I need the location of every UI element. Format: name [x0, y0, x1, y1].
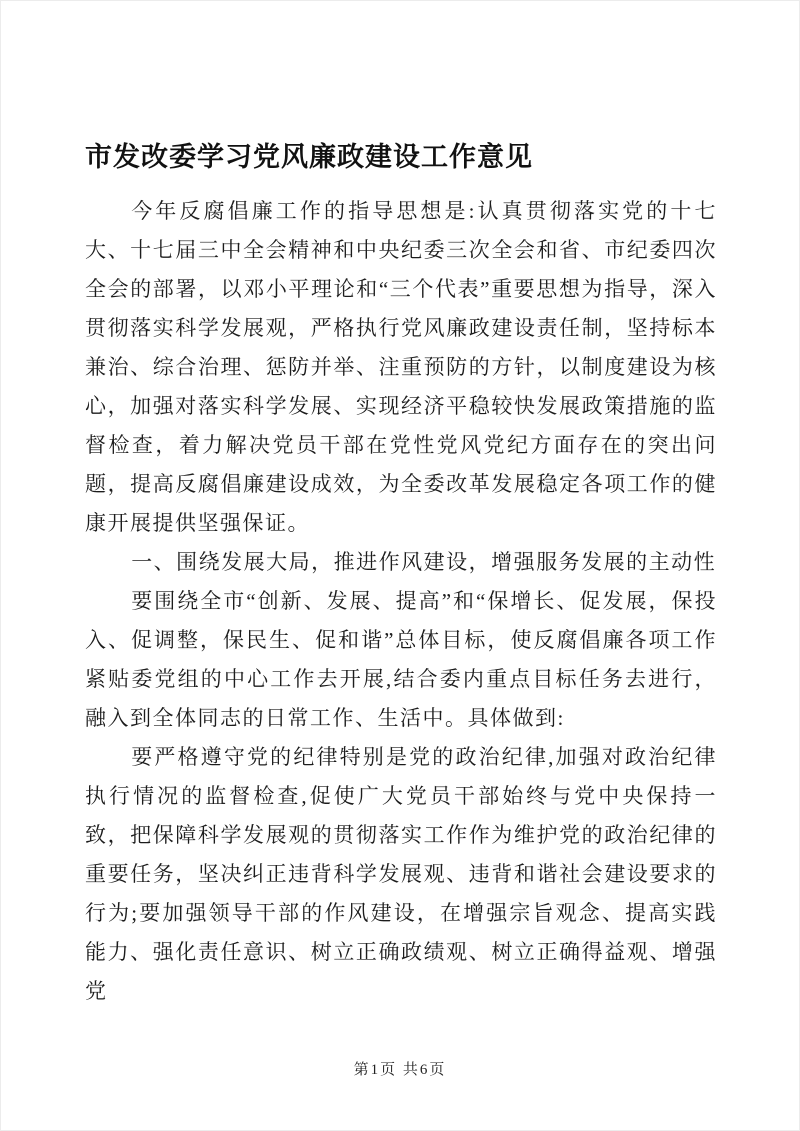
page-number: 第1页 共6页 — [353, 1062, 447, 1078]
section-heading-1: 一、围绕发展大局，推进作风建设，增强服务发展的主动性 — [131, 550, 717, 574]
document-body — [85, 136, 717, 1011]
paragraph-intro: 今年反腐倡廉工作的指导思想是:认真贯彻落实党的十七大、十七届三中全会精神和中央纪委三次全会和省、市纪委四次全会的部署，以邓小平理论和“三个代表”重要思想为指导，深入贯彻落实科学发展观，严格执行党风廉政建设责任制，坚持标本兼治、综合治理、惩防并举、注重预防的方针，以制度建设为核心，加强对落实科学发展、实现经济平稳较快发展政策措施的监督检查，着力解决党员干部在党性党风党纪方面存在的突出问题，提高反腐倡廉建设成效，为全委改革发展稳定各项工作的健康开展提供坚强保证。 — [85, 199, 717, 535]
paragraph-goals: 要围绕全市“创新、发展、提高”和“保增长、促发展，保投入、促调整，保民生、促和谐”总体目标，使反腐倡廉各项工作紧贴委党组的中心工作去开展,结合委内重点目标任务去进行，融入到全体同志的日常工作、生活中。具体做到: — [85, 589, 717, 730]
paragraph-discipline: 要严格遵守党的纪律特别是党的政治纪律,加强对政治纪律执行情况的监督检查,促使广大党员干部始终与党中央保持一致，把保障科学发展观的贯彻落实工作作为维护党的政治纪律的重要任务，坚决纠正违背科学发展观、违背和谐社会建设要求的行为;要加强领导干部的作风建设，在增强宗旨观念、提高实践能力、强化责任意识、树立正确政绩观、树立正确得益观、增强党 — [85, 745, 717, 1003]
document-title: 市发改委学习党风廉政建设工作意见 — [85, 142, 533, 172]
